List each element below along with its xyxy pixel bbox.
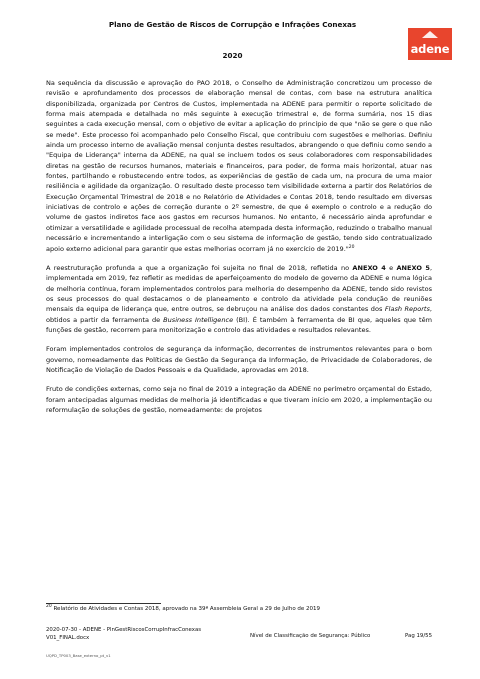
document-body: [46, 78, 432, 424]
paragraph-1-text: Na sequência da discussão e aprovação do PAO 2018, o Conselho de Administração concretizou um processo de revisão e aprofundamento dos processos de elaboração mensal de contas, com base na estrutura analítica disponibilizada, organizada por Centros de Custos, implementada na ADENE para permitir o reporte solicitado de forma mais atempada e detalhada no mês seguinte à execução trimestral e, de forma sumária, nos 15 dias seguintes a cada execução mensal, com o objetivo de evitar a aplicação do princípio de que "não se gere o que não se mede". Este processo foi acompanhado pelo Conselho Fiscal, que contribuiu com sugestões e melhorias. Definiu ainda um processo interno de avaliação mensal conjunta destes resultados, abrangendo o que definiu como sendo a "Equipa de Liderança" interna da ADENE, na qual se incluem todos os seus colaboradores com responsabilidades diretas na gestão de recursos humanos, materiais e financeiros, para poder, de forma mais horizontal, atuar nas fontes, partilhando e robustecendo entre todos, as experiências de gestão de cada um, na procura de uma maior resiliência e agilidade da organização. O resultado deste processo tem visibilidade externa a partir dos Relatórios de Execução Orçamental Trimestral de 2018 e no Relatório de Atividades e Contas 2018, tendo resultado em diversas iniciativas de controlo e ações de correção durante o 2º semestre, de que é exemplo o controlo e a redução do volume de gastos indiretos face aos gastos em recursos humanos. No entanto, é necessário ainda aprofundar e otimizar a versatilidade e agilidade processual de recolha atempada desta informação, reduzindo o trabalho manual necessário e incrementando a interligação com o seu sistema de informação de gestão, tendo sido contratualizado apoio externo adicional para garantir que estas melhorias ocorram já no exercício de 2019.": [46, 79, 432, 253]
paragraph-3: Foram implementados controlos de segurança da informação, decorrentes de instrumentos relevantes para o bom governo, nomeadamente das Políticas de Gestão da Segurança da Informação, de Privacidade de Colaboradores, de Notificação de Violação de Dados Pessoais e da Qualidade, aprovadas em 2018.: [46, 345, 432, 374]
paragraph-2-text-c: , obtidos a partir da ferramenta de: [46, 305, 432, 324]
footer-classification: Nível de Classificação de Segurança: Público: [250, 633, 371, 639]
logo-mark-icon: [408, 28, 452, 42]
footer-doc-line-1: 2020-07-30 - ADENE - PlnGestRiscosCorrupInfracConexas: [46, 627, 202, 633]
footer-page-number: Pag 19/55: [405, 633, 432, 639]
paragraph-1: [46, 78, 432, 254]
footer-document-name: [46, 626, 236, 642]
footnote-ref-20: 20: [348, 244, 355, 250]
flash-reports-term: Flash Reports: [384, 305, 430, 314]
anexo-4-ref: ANEXO 4: [352, 263, 386, 272]
footer-doc-line-2: V01_FINAL.docx: [46, 635, 90, 642]
anexo-5-ref: ANEXO 5: [396, 263, 430, 272]
paragraph-2-text-d: (BI). É também à ferramenta de BI que, aqueles que têm funções de gestão, recorrem para monitorização e controlo das atividades e resultados relevantes.: [46, 315, 433, 334]
template-id: UQPD_TP003_Base_externo_pt_v1: [46, 653, 111, 658]
paragraph-2-text-e: e: [385, 263, 397, 272]
document-year: 2020: [222, 51, 243, 60]
adene-logo: [408, 28, 452, 60]
paragraph-4: Fruto de condições externas, como seja no final de 2019 a integração da ADENE no perímetro orçamental do Estado, foram antecipadas algumas medidas de melhoria já identificadas e que tiveram início em 2020, a implementação ou reformulação de soluções de gestão, nomeadamente: de projetos: [46, 385, 432, 414]
document-title: Plano de Gestão de Riscos de Corrupção e Infrações Conexas: [108, 20, 357, 29]
footnote-text: Relatório de Atividades e Contas 2018, aprovado na 39ª Assembleia Geral a 29 de Julho de 2019: [51, 606, 321, 612]
footnote-divider: [46, 603, 161, 604]
paragraph-2-text-b: , implementada em 2019, fez refletir as medidas de aperfeiçoamento do modelo de governo da ADENE e numa lógica de melhoria contínua, foram implementados controlos para melhoria do desempenho da ADENE, tendo sido revistos os seus processos do qual destacamos o de planeamento e controlo da atividade pela condução de reuniões mensais da equipa de liderança que, entre outros, se debruçou na análise dos dados constantes dos: [46, 263, 433, 314]
logo-text: adene: [410, 42, 450, 56]
business-intelligence-term: Business Intelligence: [163, 315, 234, 324]
paragraph-2: [46, 263, 432, 335]
footnote-number: 20: [46, 604, 52, 610]
footnote: [46, 606, 432, 613]
paragraph-2-text-a: A reestruturação profunda a que a organização foi sujeita no final de 2018, refletida no: [46, 263, 353, 272]
